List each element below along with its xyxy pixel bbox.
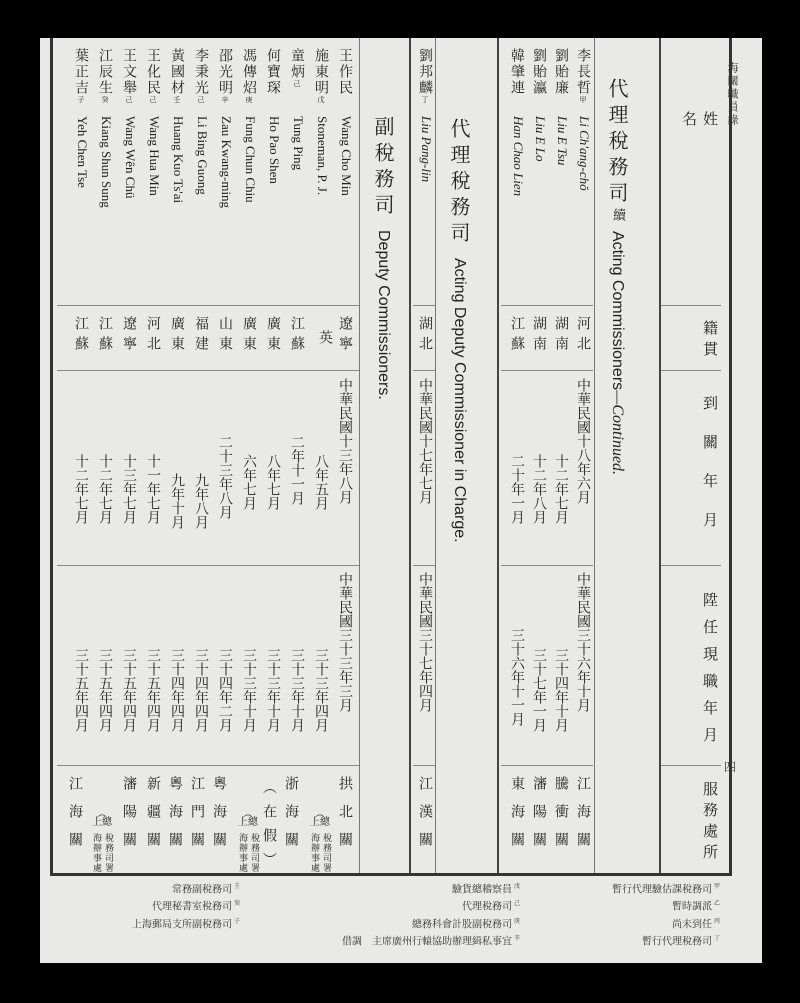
header-service-post: 服務處所 [701, 781, 719, 865]
service-post: （在假） [261, 780, 277, 876]
name-zh: 童炳己 [289, 48, 305, 89]
header-appointment-date: 陞任現職年月 [701, 592, 719, 754]
arrival-date: 九年八月 [193, 473, 209, 529]
running-head: 海關職員錄 [726, 62, 739, 127]
footnotes-left [70, 880, 240, 932]
appointment-date: 中華民國三十六年十月 [575, 572, 591, 712]
footnote: 代理秘書室稅務司 $^癸$ [151, 900, 240, 913]
native-place: 湖南 [531, 316, 547, 356]
brace: ︵ 上總 [92, 809, 112, 828]
row-rule [57, 305, 359, 306]
name-en: Wang Cho Min [339, 116, 354, 196]
service-post-composite: ︵ 上總 稅務司署 海辦事處 [233, 811, 263, 907]
name-zh: 江辰生癸 [97, 48, 113, 105]
name-zh: 劉邦麟丁 [417, 48, 433, 105]
arrival-date: 十二年七月 [97, 454, 113, 524]
service-post: 瀋陽關 [121, 776, 137, 860]
native-place: 山東 [217, 316, 233, 356]
name-zh: 王化民己 [145, 48, 161, 105]
row-rule [501, 305, 593, 306]
section-title-divider [359, 38, 360, 873]
native-place: 江蘇 [97, 316, 113, 356]
name-en: Liu E Lo [533, 116, 548, 162]
native-place: 廣東 [265, 316, 281, 356]
section-divider [497, 38, 499, 873]
arrival-date: 十二年八月 [531, 454, 547, 524]
row-rule [57, 565, 359, 566]
name-en: Kiang Shun Sung [99, 116, 114, 208]
native-place: 湖南 [553, 316, 569, 356]
row-rule [413, 565, 435, 566]
arrival-date: 十三年七月 [121, 454, 137, 524]
section-title-acting-deputy-commissioner: 代理稅務司Acting Deputy Commissioner in Charge. [447, 118, 471, 543]
name-zh: 劉貽廉 [553, 48, 569, 96]
appointment-date: 中華民國三十七年四月 [417, 572, 433, 712]
name-zh: 王作民 [337, 48, 353, 96]
name-zh: 韓肇連 [509, 48, 525, 96]
native-place: 遼寧 [337, 316, 353, 356]
footnote: 尚未到任 $^丙$ [671, 917, 720, 930]
appointment-date: 三十四年四月 [169, 648, 185, 732]
appointment-date: 三十三年十月 [289, 648, 305, 732]
appointment-date: 三十三年十月 [265, 648, 281, 732]
name-zh: 邵光明辛 [217, 48, 233, 105]
appointment-date: 三十七年一月 [531, 648, 547, 732]
footnote: 總務科會計股副稅務司 $^庚$ [411, 917, 520, 930]
row-rule [661, 370, 721, 371]
native-place: 廣東 [241, 316, 257, 356]
name-en: Liu E Tsu [555, 116, 570, 166]
footnote: 上海郵局支所副稅務司 $^子$ [131, 917, 240, 930]
service-post: 江門關 [189, 776, 205, 860]
appointment-date: 三十五年四月 [121, 648, 137, 732]
name-zh: 何寶琛 [265, 48, 281, 96]
name-en: Han Chao Lien [511, 116, 526, 197]
native-place: 廣東 [169, 316, 185, 356]
native-place: 湖北 [417, 316, 433, 356]
brace: ︵ 上總 [310, 809, 330, 828]
footnote: 驗貨總稽察員 $^戊$ [451, 883, 520, 896]
row-rule [501, 765, 593, 766]
service-post: 東海關 [509, 776, 525, 860]
name-en: Huang Kuo Ts'ai [171, 116, 186, 204]
name-en: Wang Hua Min [147, 116, 162, 196]
arrival-date: 二十三年八月 [217, 435, 233, 519]
arrival-date: 六年七月 [241, 454, 257, 510]
appointment-date: 三十四年四月 [193, 648, 209, 732]
section-title-divider [435, 38, 436, 873]
footnote: 暫行代理驗估課稅務司 $^甲$ [611, 883, 720, 896]
appointment-date: 三十五年四月 [145, 648, 161, 732]
arrival-date: 八年五月 [313, 454, 329, 510]
arrival-date: 中華民國十八年六月 [575, 378, 591, 504]
native-place: 河北 [145, 316, 161, 356]
service-post: 新疆關 [145, 776, 161, 860]
name-zh: 李長哲甲 [575, 48, 591, 105]
service-post-composite: ︵ 上總 稅務司署 海辦事處 [305, 811, 335, 907]
native-place: 河北 [575, 316, 591, 356]
arrival-date: 八年七月 [265, 454, 281, 510]
arrival-date: 二十年一月 [509, 454, 525, 524]
row-rule [413, 305, 435, 306]
footnotes-right [530, 880, 720, 949]
staff-register-table [50, 38, 732, 876]
footnote: 借調 主席廣州行轅協助辦理緝私事宜 $^辛$ [341, 934, 520, 948]
footnotes-middle [250, 880, 520, 949]
row-rule [413, 370, 435, 371]
brace: ︵ 上總 [238, 809, 258, 828]
name-en: Tung Ping [291, 116, 306, 171]
name-en: Wang Wên Chü [123, 116, 138, 199]
row-rule [661, 565, 721, 566]
service-post-composite: ︵ 上總 稅務司署 海辦事處 [87, 811, 117, 907]
footnote: 代理稅務司 $^己$ [461, 900, 520, 913]
name-zh: 葉正吉子 [73, 48, 89, 105]
arrival-date: 十二年七月 [73, 454, 89, 524]
service-post: 瀋陽關 [531, 776, 547, 860]
appointment-date: 中華民國三十三年三月 [337, 572, 353, 712]
appointment-date: 三十四年二月 [217, 648, 233, 732]
row-rule [57, 370, 359, 371]
arrival-date: 二年十一月 [289, 435, 305, 505]
name-zh: 馮傳炤庚 [241, 48, 257, 105]
name-zh: 王文舉己 [121, 48, 137, 105]
service-post: 拱北關 [337, 776, 353, 860]
footnote: 常務副稅務司 $^壬$ [171, 883, 240, 896]
row-rule [501, 370, 593, 371]
page-number: 四 [724, 760, 737, 774]
appointment-date: 三十六年十一月 [509, 628, 525, 726]
service-post: 粵海關 [211, 776, 227, 860]
row-rule [661, 305, 721, 306]
appointment-date: 三十四年十月 [553, 648, 569, 732]
name-zh: 黃國材壬 [169, 48, 185, 105]
section-title-divider [594, 38, 595, 873]
name-en: Ho Pao Shen [267, 116, 282, 184]
service-post: 江海關 [67, 776, 83, 860]
row-rule [501, 565, 593, 566]
header-native-place: 籍貫 [701, 320, 719, 362]
appointment-date: 三十三年十月 [241, 648, 257, 732]
native-place: 福建 [193, 316, 209, 356]
service-post: 江漢關 [417, 776, 433, 860]
name-zh: 劉貽瀛 [531, 48, 547, 96]
name-zh: 李秉光己 [193, 48, 209, 105]
native-place: 英 [317, 330, 333, 344]
arrival-date: 九年十月 [169, 473, 185, 529]
native-place: 遼寧 [121, 316, 137, 356]
header-name: 姓名 [680, 110, 719, 246]
name-en: Yeh Chen Tse [75, 116, 90, 188]
service-post: 騰衝關 [553, 776, 569, 860]
row-rule [57, 765, 359, 766]
name-zh: 施東明戊 [313, 48, 329, 105]
bottom-rule [50, 873, 726, 876]
name-en: Li Ch'ang-chŏ [577, 116, 592, 191]
arrival-date: 十二年七月 [553, 454, 569, 524]
name-en: Liu Pang-lin [419, 116, 434, 183]
appointment-date: 三十五年四月 [73, 648, 89, 732]
section-divider [409, 38, 411, 873]
header-arrival-date: 到關年月 [701, 395, 719, 551]
appointment-date: 三十五年四月 [97, 648, 113, 732]
native-place: 江蘇 [289, 316, 305, 356]
service-post: 粵海關 [167, 776, 183, 860]
footnote: 暫行代理稅務司 $^丁$ [641, 934, 720, 948]
service-post: 浙海關 [283, 776, 299, 860]
arrival-date: 十一年七月 [145, 454, 161, 524]
row-rule [413, 765, 435, 766]
native-place: 江蘇 [509, 316, 525, 356]
name-en: Li Bing Guong [195, 116, 210, 195]
appointment-date: 三十三年四月 [313, 648, 329, 732]
section-title-deputy-commissioners: 副稅務司Deputy Commissioners. [371, 116, 395, 400]
arrival-date: 中華民國十七年七月 [417, 378, 433, 504]
footnote: 暫時調派 $^乙$ [671, 900, 720, 913]
name-en: Zau Kwang-ming [219, 116, 234, 209]
name-en: Fung Chun Chiu [243, 116, 258, 203]
row-rule [661, 765, 721, 766]
arrival-date: 中華民國十三年八月 [337, 378, 353, 504]
section-title-acting-commissioners: 代理稅務司續Acting Commissioners—Continued. [605, 78, 629, 476]
service-post: 江海關 [575, 776, 591, 860]
native-place: 江蘇 [73, 316, 89, 356]
name-en: Stoneman, P. J. [315, 116, 330, 196]
